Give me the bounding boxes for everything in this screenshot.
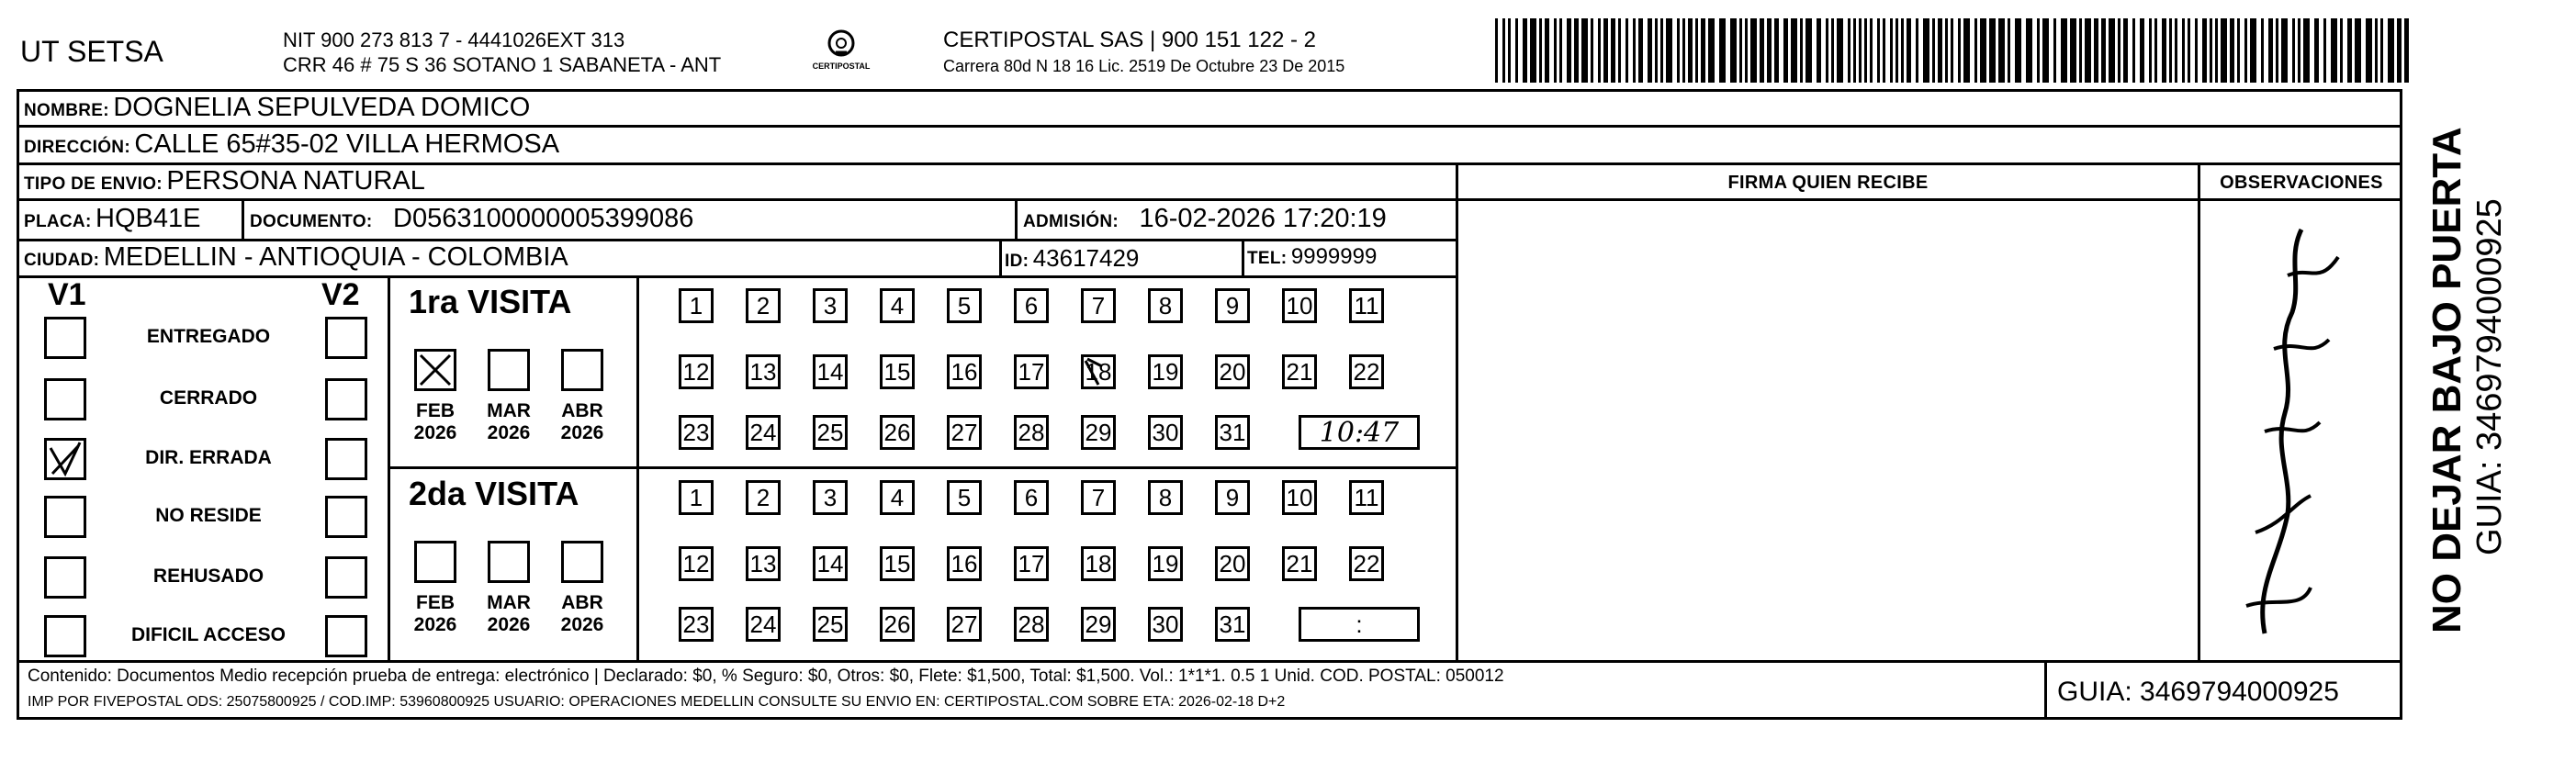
v1-checkbox[interactable] — [44, 317, 86, 359]
day-box[interactable]: 17 — [1014, 354, 1049, 389]
handwritten-signature — [2200, 202, 2402, 656]
nombre-value: DOGNELIA SEPULVEDA DOMICO — [113, 93, 531, 122]
status-label: REHUSADO — [152, 566, 264, 587]
status-label: ENTREGADO — [146, 326, 271, 347]
day-box[interactable]: 25 — [813, 415, 848, 450]
footer-print-info: IMP POR FIVEPOSTAL ODS: 25075800925 / COD.IMP: 53960800925 USUARIO: OPERACIONES MEDELLIN CONSULTE SU ENVIO EN: CERTIPOSTAL.COM SOBRE ETA: 2026-02-18 D+2 — [28, 694, 1286, 710]
day-box[interactable]: 15 — [880, 546, 915, 581]
day-box[interactable]: 25 — [813, 607, 848, 642]
documento-value: D0563100000005399086 — [393, 204, 694, 233]
day-box[interactable]: 13 — [746, 354, 781, 389]
day-box[interactable]: 6 — [1014, 480, 1049, 515]
tipo-label: TIPO DE ENVIO: — [24, 174, 163, 194]
v1-checkbox[interactable] — [44, 615, 86, 657]
second-visit-title: 2da VISITA — [409, 475, 579, 512]
v2-checkbox[interactable] — [325, 438, 367, 480]
month-checkbox[interactable] — [488, 349, 530, 391]
day-box[interactable]: 3 — [813, 288, 848, 323]
day-box[interactable]: 14 — [813, 354, 848, 389]
tel-field — [1247, 244, 1377, 270]
day-box[interactable]: 21 — [1282, 354, 1317, 389]
day-box[interactable]: 16 — [947, 546, 982, 581]
month-checkbox[interactable] — [488, 541, 530, 583]
day-box[interactable]: 19 — [1148, 546, 1183, 581]
month-checkbox[interactable] — [414, 541, 456, 583]
day-box[interactable]: 20 — [1215, 546, 1250, 581]
day-box[interactable]: 22 — [1349, 354, 1384, 389]
day-box[interactable]: 21 — [1282, 546, 1317, 581]
day-box[interactable]: 28 — [1014, 415, 1049, 450]
admision-value: 16-02-2026 17:20:19 — [1139, 204, 1387, 233]
time-box[interactable]: : — [1299, 607, 1420, 642]
month-label: MAR 2026 — [487, 400, 531, 443]
day-box[interactable]: 20 — [1215, 354, 1250, 389]
day-box[interactable]: 16 — [947, 354, 982, 389]
time-box[interactable]: 10:47 — [1299, 415, 1420, 450]
day-box[interactable]: 2 — [746, 480, 781, 515]
month-label: ABR 2026 — [560, 400, 604, 443]
status-label: DIR. ERRADA — [145, 447, 272, 468]
ciudad-label: CIUDAD: — [24, 251, 100, 270]
month-checkbox[interactable] — [414, 349, 456, 391]
day-box[interactable]: 31 — [1215, 607, 1250, 642]
nombre-row — [24, 93, 530, 123]
v2-checkbox[interactable] — [325, 556, 367, 599]
day-box[interactable]: 11 — [1349, 480, 1384, 515]
v1-checkbox[interactable] — [44, 378, 86, 420]
placa-value: HQB41E — [96, 204, 201, 233]
month-checkbox[interactable] — [561, 349, 603, 391]
day-box[interactable]: 12 — [679, 354, 714, 389]
id-value: 43617429 — [1032, 244, 1140, 272]
day-box[interactable]: 10 — [1282, 480, 1317, 515]
day-box[interactable]: 26 — [880, 607, 915, 642]
direccion-row — [24, 129, 559, 160]
observaciones-header: OBSERVACIONES — [2220, 173, 2383, 193]
day-box[interactable]: 23 — [679, 415, 714, 450]
carrier-address: Carrera 80d N 18 16 Lic. 2519 De Octubre 23 De 2015 — [943, 57, 1345, 75]
day-box[interactable]: 26 — [880, 415, 915, 450]
day-box[interactable]: 6 — [1014, 288, 1049, 323]
company-nit: NIT 900 273 813 7 - 4441026EXT 313 — [283, 28, 625, 51]
placa-label: PLACA: — [24, 212, 92, 231]
tel-value: 9999999 — [1290, 244, 1378, 269]
day-box[interactable]: 13 — [746, 546, 781, 581]
carrier-name: CERTIPOSTAL SAS | 900 151 122 - 2 — [943, 28, 1316, 52]
direccion-label: DIRECCIÓN: — [24, 138, 130, 157]
day-box[interactable]: 11 — [1349, 288, 1384, 323]
carrier-logo — [808, 28, 874, 77]
company-address: CRR 46 # 75 S 36 SOTANO 1 SABANETA - ANT — [283, 53, 722, 76]
day-box[interactable]: 15 — [880, 354, 915, 389]
day-box[interactable]: 7 — [1081, 480, 1116, 515]
month-label: FEB 2026 — [413, 592, 457, 635]
day-box[interactable]: 18 — [1081, 546, 1116, 581]
day-box[interactable]: 10 — [1282, 288, 1317, 323]
day-box[interactable]: 4 — [880, 288, 915, 323]
month-label: FEB 2026 — [413, 400, 457, 443]
day-box[interactable]: 5 — [947, 288, 982, 323]
first-visit-title: 1ra VISITA — [409, 283, 572, 320]
side-notice: NO DEJAR BAJO PUERTA — [2424, 127, 2469, 633]
admision-label: ADMISIÓN: — [1023, 212, 1119, 231]
v2-checkbox[interactable] — [325, 317, 367, 359]
company-name: UT SETSA — [20, 35, 163, 68]
day-box[interactable]: 28 — [1014, 607, 1049, 642]
day-box[interactable]: 24 — [746, 607, 781, 642]
nombre-label: NOMBRE: — [24, 101, 109, 120]
v2-label: V2 — [321, 277, 360, 312]
id-field — [1005, 244, 1139, 273]
day-box[interactable]: 22 — [1349, 546, 1384, 581]
day-box[interactable]: 27 — [947, 607, 982, 642]
v1-label: V1 — [48, 277, 86, 312]
day-box[interactable]: 29 — [1081, 607, 1116, 642]
status-label: DIFICIL ACCESO — [130, 624, 286, 645]
ciudad-field — [24, 242, 568, 273]
day-box[interactable]: 30 — [1148, 415, 1183, 450]
status-label: CERRADO — [159, 387, 258, 409]
v1-checkbox[interactable] — [44, 438, 86, 480]
day-box[interactable]: 4 — [880, 480, 915, 515]
day-box[interactable]: 14 — [813, 546, 848, 581]
v2-checkbox[interactable] — [325, 496, 367, 538]
day-box[interactable]: 17 — [1014, 546, 1049, 581]
logo-text: CERTIPOSTAL — [812, 62, 871, 71]
documento-label: DOCUMENTO: — [250, 212, 373, 231]
day-box[interactable]: 5 — [947, 480, 982, 515]
day-box[interactable]: 23 — [679, 607, 714, 642]
day-box[interactable]: 2 — [746, 288, 781, 323]
day-box[interactable]: 24 — [746, 415, 781, 450]
tipo-row — [24, 166, 425, 196]
direccion-value: CALLE 65#35-02 VILLA HERMOSA — [134, 129, 560, 159]
day-box[interactable]: 30 — [1148, 607, 1183, 642]
month-label: MAR 2026 — [487, 592, 531, 635]
day-box[interactable]: 8 — [1148, 480, 1183, 515]
barcode — [1495, 18, 2413, 83]
footer-content: Contenido: Documentos Medio recepción prueba de entrega: electrónico | Declarado: $0, % Seguro: $0, Otros: $0, Flete: $1,500, Total: $1,500. Vol.: 1*1*1. 0.5 1 Unid. COD. POSTAL: 050012 — [28, 667, 1504, 686]
month-checkbox[interactable] — [561, 541, 603, 583]
v1-checkbox[interactable] — [44, 556, 86, 599]
v2-checkbox[interactable] — [325, 378, 367, 420]
footer-guia: GUIA: 3469794000925 — [2057, 677, 2339, 707]
day-box[interactable]: 27 — [947, 415, 982, 450]
day-box[interactable]: 19 — [1148, 354, 1183, 389]
ciudad-value: MEDELLIN - ANTIOQUIA - COLOMBIA — [103, 242, 568, 272]
placa-field — [24, 204, 200, 234]
day-box[interactable]: 7 — [1081, 288, 1116, 323]
month-label: ABR 2026 — [560, 592, 604, 635]
tel-label: TEL: — [1247, 249, 1288, 268]
day-box[interactable]: 9 — [1215, 480, 1250, 515]
admision-field — [1023, 204, 1387, 234]
day-box[interactable]: 31 — [1215, 415, 1250, 450]
day-box[interactable]: 1 — [679, 480, 714, 515]
v2-checkbox[interactable] — [325, 615, 367, 657]
documento-field — [250, 204, 693, 234]
day-box[interactable]: 8 — [1148, 288, 1183, 323]
day-box[interactable]: 12 — [679, 546, 714, 581]
side-guia: GUIA: 3469794000925 — [2470, 198, 2509, 555]
v1-checkbox[interactable] — [44, 496, 86, 538]
day-box[interactable]: 3 — [813, 480, 848, 515]
status-label: NO RESIDE — [155, 505, 262, 526]
logo-icon — [823, 28, 860, 59]
id-label: ID: — [1005, 252, 1029, 271]
day-box[interactable]: 1 — [679, 288, 714, 323]
day-box[interactable]: 29 — [1081, 415, 1116, 450]
day-box[interactable]: 18 — [1081, 354, 1116, 389]
tipo-value: PERSONA NATURAL — [166, 166, 425, 196]
firma-header: FIRMA QUIEN RECIBE — [1727, 173, 1929, 193]
day-box[interactable]: 9 — [1215, 288, 1250, 323]
